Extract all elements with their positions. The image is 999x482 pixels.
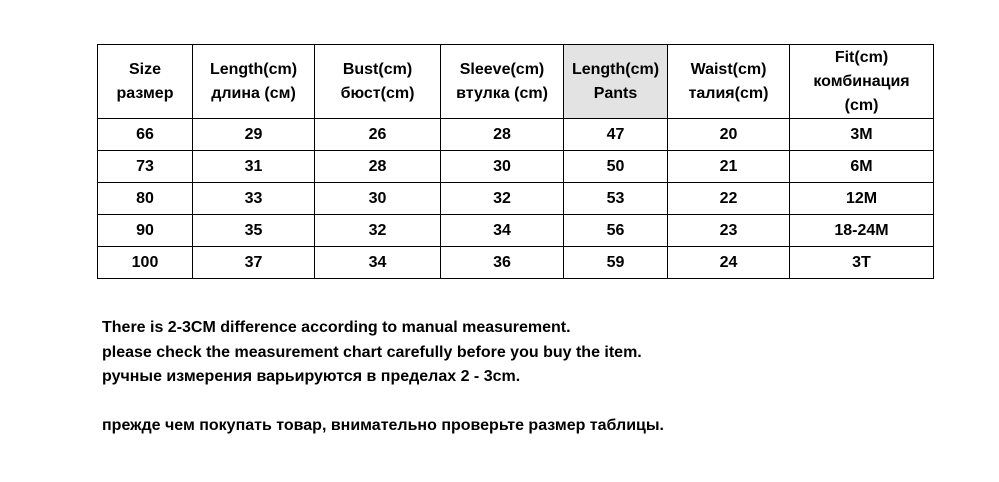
- cell-bust: 30: [315, 183, 441, 215]
- header-length-line-2: длина (см): [211, 84, 296, 102]
- header-sleeve-line-1: Sleeve(cm): [459, 60, 545, 78]
- cell-length: 37: [193, 247, 315, 279]
- header-length-line-1: Length(cm): [209, 60, 298, 78]
- cell-bust: 28: [315, 151, 441, 183]
- cell-sleeve: 34: [441, 215, 564, 247]
- header-waist-line-1: Waist(cm): [690, 60, 767, 78]
- cell-pants-length: 59: [564, 247, 668, 279]
- header-fit-line-2: комбинация: [813, 72, 910, 90]
- table-row: [98, 151, 934, 183]
- header-size-line-2: размер: [116, 84, 174, 102]
- cell-waist: 23: [668, 215, 790, 247]
- cell-waist: 21: [668, 151, 790, 183]
- header-bust-line-2: бюст(cm): [340, 84, 415, 102]
- cell-waist: 20: [668, 119, 790, 151]
- note-check-chart: please check the measurement chart carefully before you buy the item.: [102, 343, 642, 361]
- note-difference: There is 2-3CM difference according to manual measurement.: [102, 319, 571, 336]
- cell-sleeve: 36: [441, 247, 564, 279]
- cell-fit: 3T: [790, 247, 934, 279]
- cell-pants-length: 47: [564, 119, 668, 151]
- cell-waist: 22: [668, 183, 790, 215]
- note-manual-range-ru: ручные измерения варьируются в пределах 2 - 3cm.: [102, 368, 521, 385]
- cell-size: 66: [98, 119, 193, 151]
- note-check-size-ru: прежде чем покупать товар, внимательно проверьте размер таблицы.: [102, 417, 664, 434]
- cell-size: 90: [98, 215, 193, 247]
- cell-fit: 12M: [790, 183, 934, 215]
- header-pants-length-line-2: Pants: [593, 84, 638, 102]
- cell-bust: 34: [315, 247, 441, 279]
- cell-size: 73: [98, 151, 193, 183]
- table-row: [98, 183, 934, 215]
- cell-fit: 18-24M: [790, 215, 934, 247]
- header-sleeve-line-2: втулка (cm): [456, 84, 548, 102]
- cell-pants-length: 56: [564, 215, 668, 247]
- header-fit-line-1: Fit(cm): [834, 48, 889, 66]
- cell-length: 29: [193, 119, 315, 151]
- header-sleeve: [441, 45, 564, 119]
- cell-fit: 3M: [790, 119, 934, 151]
- table-row: [98, 247, 934, 279]
- header-waist-line-2: талия(cm): [688, 84, 769, 102]
- cell-pants-length: 53: [564, 183, 668, 215]
- cell-length: 31: [193, 151, 315, 183]
- header-bust: [315, 45, 441, 119]
- cell-bust: 26: [315, 119, 441, 151]
- header-length: [193, 45, 315, 119]
- cell-fit: 6M: [790, 151, 934, 183]
- size-chart-table: [97, 44, 934, 279]
- cell-length: 35: [193, 215, 315, 247]
- header-pants-length-line-1: Length(cm): [571, 60, 660, 78]
- cell-waist: 24: [668, 247, 790, 279]
- cell-size: 100: [98, 247, 193, 279]
- measurement-notes: [102, 316, 664, 439]
- cell-length: 33: [193, 183, 315, 215]
- header-fit-line-3: (cm): [844, 96, 879, 114]
- header-bust-line-1: Bust(cm): [342, 60, 413, 78]
- cell-sleeve: 32: [441, 183, 564, 215]
- header-pants-length: [564, 45, 668, 119]
- cell-size: 80: [98, 183, 193, 215]
- table-header-row: [98, 45, 934, 119]
- cell-pants-length: 50: [564, 151, 668, 183]
- cell-sleeve: 30: [441, 151, 564, 183]
- header-size-line-1: Size: [128, 60, 161, 78]
- header-size: [98, 45, 193, 119]
- table-row: [98, 119, 934, 151]
- table-row: [98, 215, 934, 247]
- header-fit: [790, 45, 934, 119]
- cell-bust: 32: [315, 215, 441, 247]
- header-waist: [668, 45, 790, 119]
- cell-sleeve: 28: [441, 119, 564, 151]
